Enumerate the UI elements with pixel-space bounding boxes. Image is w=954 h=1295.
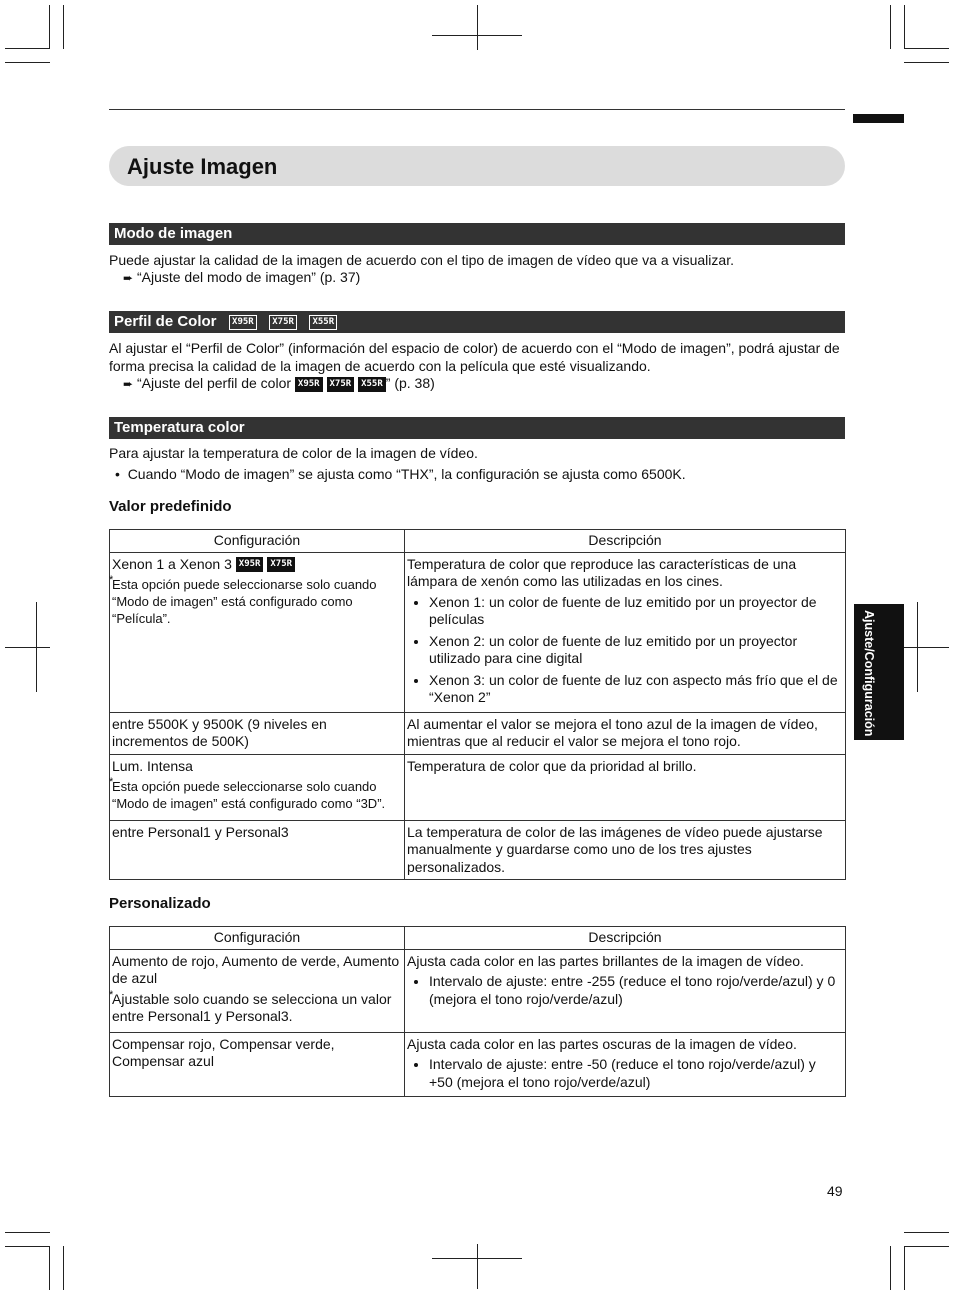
section-temp-header	[109, 417, 845, 439]
desc-text: Ajusta cada color en las partes oscuras de la imagen de vídeo.	[407, 1035, 797, 1052]
config-cell	[110, 552, 405, 712]
section-perfil-text: Al ajustar el “Perfil de Color” (información del espacio de color) de acuerdo con el “Modo de imagen”, podrá ajustar de forma precisa la calidad de la imagen de acuerdo con la película que esté visualizando.	[109, 340, 840, 374]
col-config-header: Configuración	[110, 927, 405, 950]
desc-bullets	[407, 1056, 843, 1091]
section-perfil-ref[interactable]	[123, 375, 863, 394]
model-badge-x95r: X95R	[229, 315, 257, 330]
section-modo-title: Modo de imagen	[114, 225, 233, 242]
desc-cell	[405, 949, 846, 1032]
table-row	[110, 552, 846, 712]
col-config-header: Configuración	[110, 530, 405, 553]
desc-cell	[405, 1032, 846, 1096]
config-lum: Lum. Intensa	[112, 757, 193, 774]
section-perfil-title-line	[114, 313, 337, 330]
table-row	[110, 1032, 846, 1096]
config-cell	[110, 949, 405, 1032]
desc-cell: Al aumentar el valor se mejora el tono azul de la imagen de vídeo, mientras que al reducir el valor se mejora el tono rojo.	[405, 712, 846, 754]
section-perfil-ref-prefix: “Ajuste del perfil de color	[136, 375, 292, 391]
config-note: * Ajustable solo cuando se selecciona un valor entre Personal1 y Personal3.	[112, 991, 402, 1025]
list-item: • Intervalo de ajuste: entre -50 (reduce el tono rojo/verde/azul) y +50 (mejora el tono rojo/verde/azul)	[429, 1056, 843, 1091]
chapter-side-tab-label: Ajuste/Configuración	[862, 610, 876, 737]
list-item: • Intervalo de ajuste: entre -255 (reduce el tono rojo/verde/azul) y 0 (mejora el tono rojo/verde/azul)	[429, 973, 843, 1008]
desc-bullets	[407, 973, 843, 1008]
config-aumento: Aumento de rojo, Aumento de verde, Aumento de azul	[112, 952, 400, 986]
bullet-icon: •	[115, 466, 120, 482]
model-badge-x75r: X75R	[269, 315, 297, 330]
desc-cell: Temperatura de color que da prioridad al brillo.	[405, 754, 846, 820]
col-desc-header: Descripción	[405, 530, 846, 553]
page-title: Ajuste Imagen	[127, 154, 278, 179]
preset-heading: Valor predefinido	[109, 498, 232, 515]
config-xenon: Xenon 1 a Xenon 3	[112, 555, 232, 572]
config-cell: entre Personal1 y Personal3	[110, 820, 405, 880]
table-row	[110, 949, 846, 1032]
list-item: • Xenon 1: un color de fuente de luz emitido por un proyector de películas	[429, 594, 843, 629]
table-row	[110, 754, 846, 820]
section-perfil-header	[109, 311, 845, 333]
custom-heading: Personalizado	[109, 895, 211, 912]
table-header-row	[110, 927, 846, 950]
section-modo-text: Puede ajustar la calidad de la imagen de acuerdo con el tipo de imagen de vídeo que va a visualizar.	[109, 252, 734, 268]
desc-bullets	[407, 594, 843, 707]
section-perfil-ref-suffix: ” (p. 38)	[385, 375, 435, 391]
desc-cell	[405, 552, 846, 712]
config-note: * Esta opción puede seleccionarse solo cuando “Modo de imagen” está configurado como “3D”.	[112, 778, 402, 812]
section-temp-bullet	[115, 466, 855, 484]
col-desc-header: Descripción	[405, 927, 846, 950]
section-temp-bullet-text: Cuando “Modo de imagen” se ajusta como “THX”, la configuración se ajusta como 6500K.	[127, 466, 686, 482]
desc-text: Ajusta cada color en las partes brillantes de la imagen de vídeo.	[407, 952, 804, 969]
section-perfil-title: Perfil de Color	[114, 313, 217, 330]
desc-text: Temperatura de color que reproduce las características de una lámpara de xenón como las utilizadas en los cines.	[407, 555, 797, 589]
chapter-side-tab	[854, 604, 904, 740]
model-badge-x75r: X75R	[327, 377, 355, 392]
list-item: • Xenon 3: un color de fuente de luz con aspecto más frío que el de “Xenon 2”	[429, 672, 843, 707]
table-row	[110, 712, 846, 754]
section-modo-ref[interactable]	[123, 269, 863, 288]
section-modo-ref-text: “Ajuste del modo de imagen” (p. 37)	[136, 269, 361, 285]
table-header-row	[110, 530, 846, 553]
chapter-marker	[853, 114, 904, 123]
section-temp-title: Temperatura color	[114, 419, 245, 436]
page-number: 49	[827, 1183, 843, 1199]
list-item: • Xenon 2: un color de fuente de luz emitido por un proyector utilizado para cine digital	[429, 633, 843, 668]
config-cell: entre 5500K y 9500K (9 niveles en incrementos de 500K)	[110, 712, 405, 754]
config-cell	[110, 754, 405, 820]
arrow-right-icon: ➨	[123, 271, 134, 285]
section-temp-text: Para ajustar la temperatura de color de la imagen de vídeo.	[109, 445, 478, 461]
top-rule	[109, 109, 845, 110]
preset-table	[109, 529, 846, 880]
model-badge-x55r: X55R	[309, 315, 337, 330]
model-badge-x55r: X55R	[358, 377, 386, 392]
custom-table	[109, 926, 846, 1097]
arrow-right-icon: ➨	[123, 377, 134, 391]
page-title-bar	[109, 146, 845, 186]
model-badge-x75r: X75R	[267, 557, 295, 572]
desc-cell: La temperatura de color de las imágenes de vídeo puede ajustarse manualmente y guardarse como uno de los tres ajustes personalizados.	[405, 820, 846, 880]
model-badge-x95r: X95R	[236, 557, 264, 572]
section-modo-header	[109, 223, 845, 245]
model-badge-x95r: X95R	[295, 377, 323, 392]
config-note: * Esta opción puede seleccionarse solo cuando “Modo de imagen” está configurado como “Película”.	[112, 576, 402, 627]
table-row	[110, 820, 846, 880]
config-cell: Compensar rojo, Compensar verde, Compensar azul	[110, 1032, 405, 1096]
